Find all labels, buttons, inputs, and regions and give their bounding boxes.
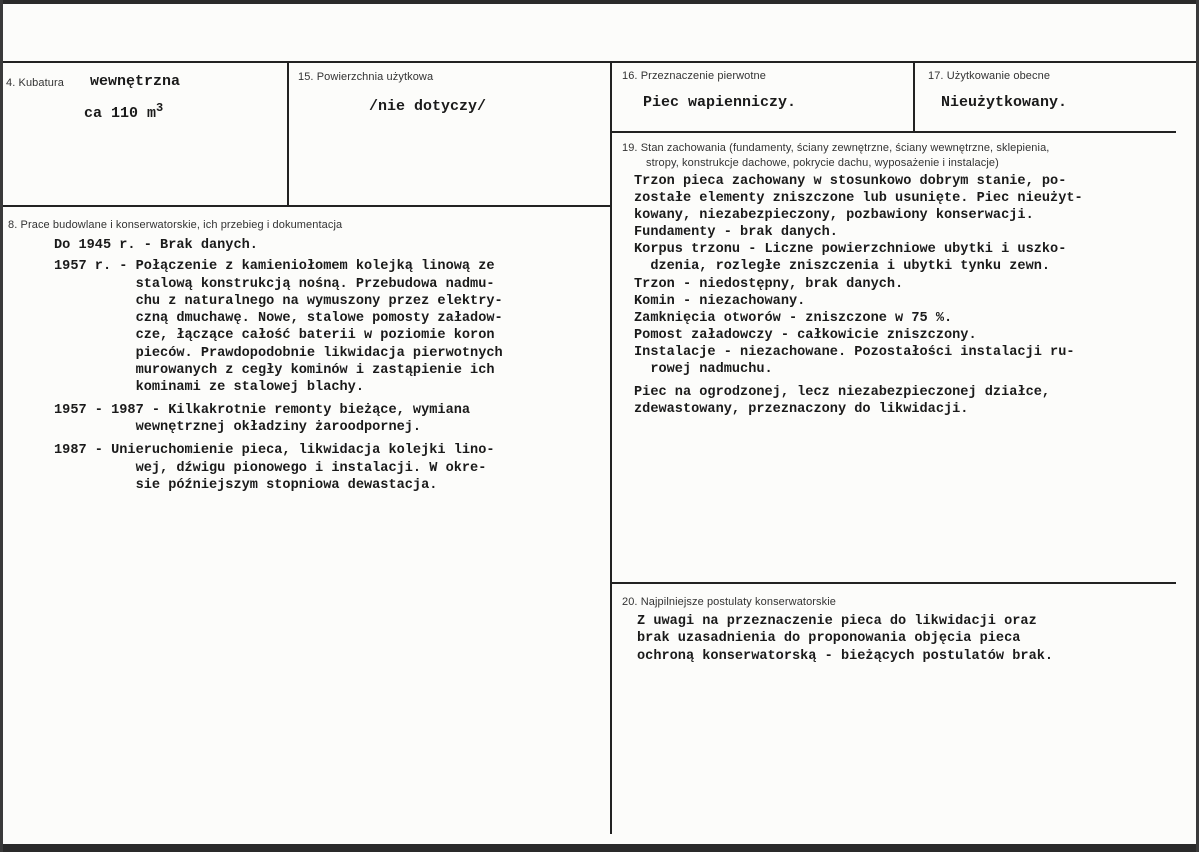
field-16-label: 16. Przeznaczenie pierwotne — [622, 70, 766, 82]
field-14-superscript: 3 — [156, 101, 164, 115]
field-20-label: 20. Najpilniejsze postulaty konserwatorskie — [622, 596, 837, 608]
field-18-line: 1987 - Unieruchomienie pieca, likwidacja kolejki lino- — [54, 443, 495, 459]
field-14-value-line1: wewnętrzna — [90, 73, 181, 90]
field-19-line: Instalacje - niezachowane. Pozostałości instalacji ru- — [634, 344, 1075, 360]
field-18-line: czną dmuchawę. Nowe, stalowe pomosty załadow- — [54, 311, 503, 327]
field-18-line: wej, dźwigu pionowego i instalacji. W okre- — [54, 460, 487, 476]
field-19-line: Komin - niezachowany. — [634, 293, 806, 309]
field-18-line: stalową konstrukcją nośną. Przebudowa nadmu- — [54, 276, 495, 292]
field-19-line: zostałe elementy zniszczone lub usunięte. Piec nieużyt- — [634, 191, 1083, 207]
field-18-line: Do 1945 r. - Brak danych. — [54, 238, 258, 253]
field-18-line: 1957 - 1987 - Kilkakrotnie remonty bieżące, wymiana — [54, 402, 471, 418]
card-bottom-edge — [0, 844, 1199, 852]
card-left-edge — [0, 0, 3, 852]
field-19-line: zdewastowany, przeznaczony do likwidacji. — [634, 402, 969, 418]
field-19-line: dzenia, rozległe zniszczenia i ubytki tynku zewn. — [634, 259, 1051, 275]
field-20-line: Z uwagi na przeznaczenie pieca do likwidacji oraz — [637, 614, 1037, 629]
field-19-line: kowany, niezabezpieczony, pozbawiony konserwacji. — [634, 208, 1034, 224]
field-14-volume: ca 110 m — [84, 105, 157, 122]
field-20-line: brak uzasadnienia do proponowania objęcia pieca — [637, 631, 1021, 647]
field-19-line: Korpus trzonu - Liczne powierzchniowe ubytki i uszko- — [634, 242, 1067, 258]
field-15-value: /nie dotyczy/ — [369, 98, 487, 115]
field-20-text-block — [637, 613, 1192, 665]
field-18-line: 1957 r. - Połączenie z kamieniołomem kolejką linową ze — [54, 259, 495, 275]
row-divider-right-lower — [611, 582, 1176, 584]
card-top-edge — [0, 0, 1199, 4]
field-18-line: pieców. Prawdopodobnie likwidacja pierwotnych — [54, 345, 503, 361]
field-19-line: Zamknięcia otworów - zniszczone w 75 %. — [634, 310, 953, 326]
field-14-value-line2 — [84, 100, 163, 122]
field-18-line: murowanych z cegły kominów i zastąpienie ich — [54, 363, 495, 379]
field-18-line: wewnętrznej okładziny żaroodpornej. — [54, 419, 422, 435]
field-14-label: 4. Kubatura — [6, 77, 64, 89]
field-19-line: Fundamenty - brak danych. — [634, 225, 838, 241]
field-16-value: Piec wapienniczy. — [643, 94, 797, 111]
field-18-label: 8. Prace budowlane i konserwatorskie, ich przebieg i dokumentacja — [8, 219, 343, 231]
field-19-label-line2: stropy, konstrukcje dachowe, pokrycie dachu, wyposażenie i instalacje) — [646, 157, 999, 169]
row-divider-right-upper — [611, 131, 1176, 133]
field-19-line: rowej nadmuchu. — [634, 362, 773, 378]
field-19-line: Trzon - niedostępny, brak danych. — [634, 276, 904, 292]
field-17-label: 17. Użytkowanie obecne — [928, 70, 1051, 82]
field-19-line: Trzon pieca zachowany w stosunkowo dobrym stanie, po- — [634, 174, 1067, 189]
field-17-value: Nieużytkowany. — [941, 94, 1068, 111]
row-divider-left-middle — [3, 205, 611, 207]
col-divider-14-15 — [287, 61, 289, 206]
col-divider-main — [610, 61, 612, 834]
field-18-line: kominami ze stalowej blachy. — [54, 380, 364, 396]
field-19-line: Pomost załadowczy - całkowicie zniszczony. — [634, 327, 977, 343]
field-19-text-block — [634, 173, 1194, 418]
field-19-label-line1: 19. Stan zachowania (fundamenty, ściany zewnętrzne, ściany wewnętrzne, sklepienia, — [622, 142, 1050, 154]
col-divider-16-17 — [913, 61, 915, 132]
field-19-line: Piec na ogrodzonej, lecz niezabezpieczonej działce, — [634, 385, 1051, 401]
row-divider-top — [3, 61, 1196, 63]
field-18-line: chu z naturalnego na wymuszony przez elektry- — [54, 293, 503, 309]
field-15-label: 15. Powierzchnia użytkowa — [298, 71, 434, 83]
field-20-line: ochroną konserwatorską - bieżących postulatów brak. — [637, 648, 1054, 664]
field-18-text-block — [54, 237, 609, 494]
field-18-line: cze, łączące całość baterii w poziomie koron — [54, 328, 495, 344]
field-18-line: sie późniejszym stopniowa dewastacja. — [54, 477, 438, 493]
